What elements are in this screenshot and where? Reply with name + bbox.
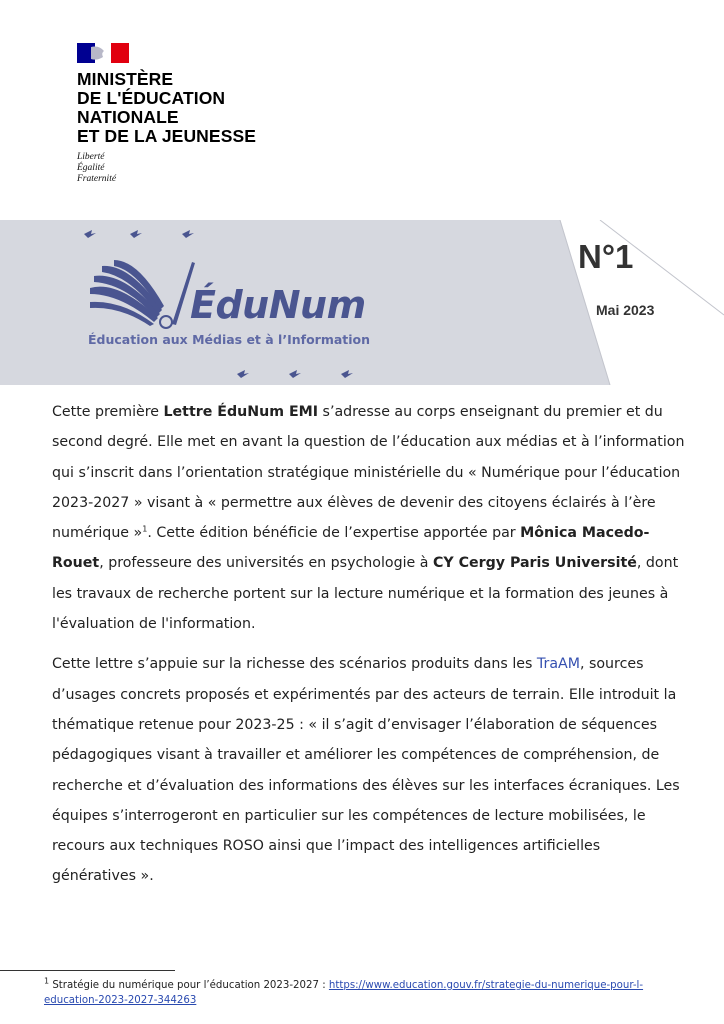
ministry-name bbox=[77, 70, 256, 146]
footnote-divider bbox=[0, 970, 175, 971]
text: , dont les travaux de recherche portent sur la lecture numérique et la formation des jeunes à l'évaluation de l'information. bbox=[52, 555, 679, 633]
marianne-flag-icon bbox=[77, 43, 129, 63]
footnote-ref[interactable]: 1 bbox=[142, 524, 148, 534]
footnote bbox=[44, 978, 684, 1008]
footnote-label: Stratégie du numérique pour l’éducation 2023-2027 : bbox=[52, 980, 329, 991]
text: Cette première bbox=[52, 404, 164, 420]
text: , professeure des universités en psychologie à bbox=[99, 555, 433, 572]
ministry-line: DE L'ÉDUCATION bbox=[77, 88, 226, 108]
paragraph-intro bbox=[52, 397, 688, 639]
birds-bottom-icon bbox=[235, 366, 365, 382]
ministry-line: ET DE LA JEUNESSE bbox=[77, 126, 257, 146]
traam-link[interactable]: TraAM bbox=[536, 656, 580, 673]
issue-date: Mai 2023 bbox=[596, 302, 655, 318]
expert-name: Mônica Macedo-Rouet bbox=[52, 525, 650, 572]
text: Cette lettre s’appuie sur la richesse des scénarios produits dans les bbox=[52, 656, 537, 673]
devise-line: Égalité bbox=[77, 163, 105, 173]
newsletter-name: Lettre ÉduNum EMI bbox=[163, 404, 319, 420]
devise-line: Fraternité bbox=[77, 174, 117, 184]
footnote-link[interactable]: https://www.education.gouv.fr/strategie-du-numerique-pour-l-education-2023-2027-344263 bbox=[44, 980, 644, 1006]
birds-top-icon bbox=[82, 226, 212, 242]
newsletter-subtitle: Éducation aux Médias et à l’Information bbox=[88, 332, 371, 347]
text: . Cette édition bénéficie de l’expertise apportée par bbox=[147, 525, 521, 542]
issue-number: N°1 bbox=[578, 238, 634, 275]
text: s’adresse au corps enseignant du premier et du second degré. Elle met en avant la question de l’éducation aux médias et à l’information qui s’inscrit dans l’orientation stratégique ministérielle du « Numérique pour l’éducation 2023-2027 » visant à « permettre aux élèves de devenir des citoyens éclairés à l’ère numérique » bbox=[52, 404, 685, 542]
ministry-logo bbox=[77, 43, 256, 185]
article-body bbox=[52, 397, 688, 892]
university-name: CY Cergy Paris Université bbox=[432, 555, 637, 572]
paragraph-traam bbox=[52, 649, 688, 891]
devise bbox=[77, 152, 256, 185]
footnote-number: 1 bbox=[44, 976, 50, 986]
ministry-line: NATIONALE bbox=[77, 107, 179, 127]
ministry-line: MINISTÈRE bbox=[77, 69, 174, 89]
text: , sources d’usages concrets proposés et expérimentés par des acteurs de terrain. Elle introduit la thématique retenue pour 2023-25 : « il s’agit d’envisager l’élaboration de séquences pédagogiques visant à travailler et améliorer les compétences de compréhension, de recherche et d’évaluation des informations des élèves sur les interfaces écraniques. Les équipes s’interrogeront en particulier sur les compétences de lecture mobilisées, le recours aux techniques ROSO ainsi que l’impact des intelligences artificielles génératives ». bbox=[52, 656, 680, 885]
devise-line: Liberté bbox=[77, 152, 105, 162]
open-book-logo-icon bbox=[88, 258, 198, 333]
newsletter-title: ÉduNum bbox=[190, 283, 366, 327]
